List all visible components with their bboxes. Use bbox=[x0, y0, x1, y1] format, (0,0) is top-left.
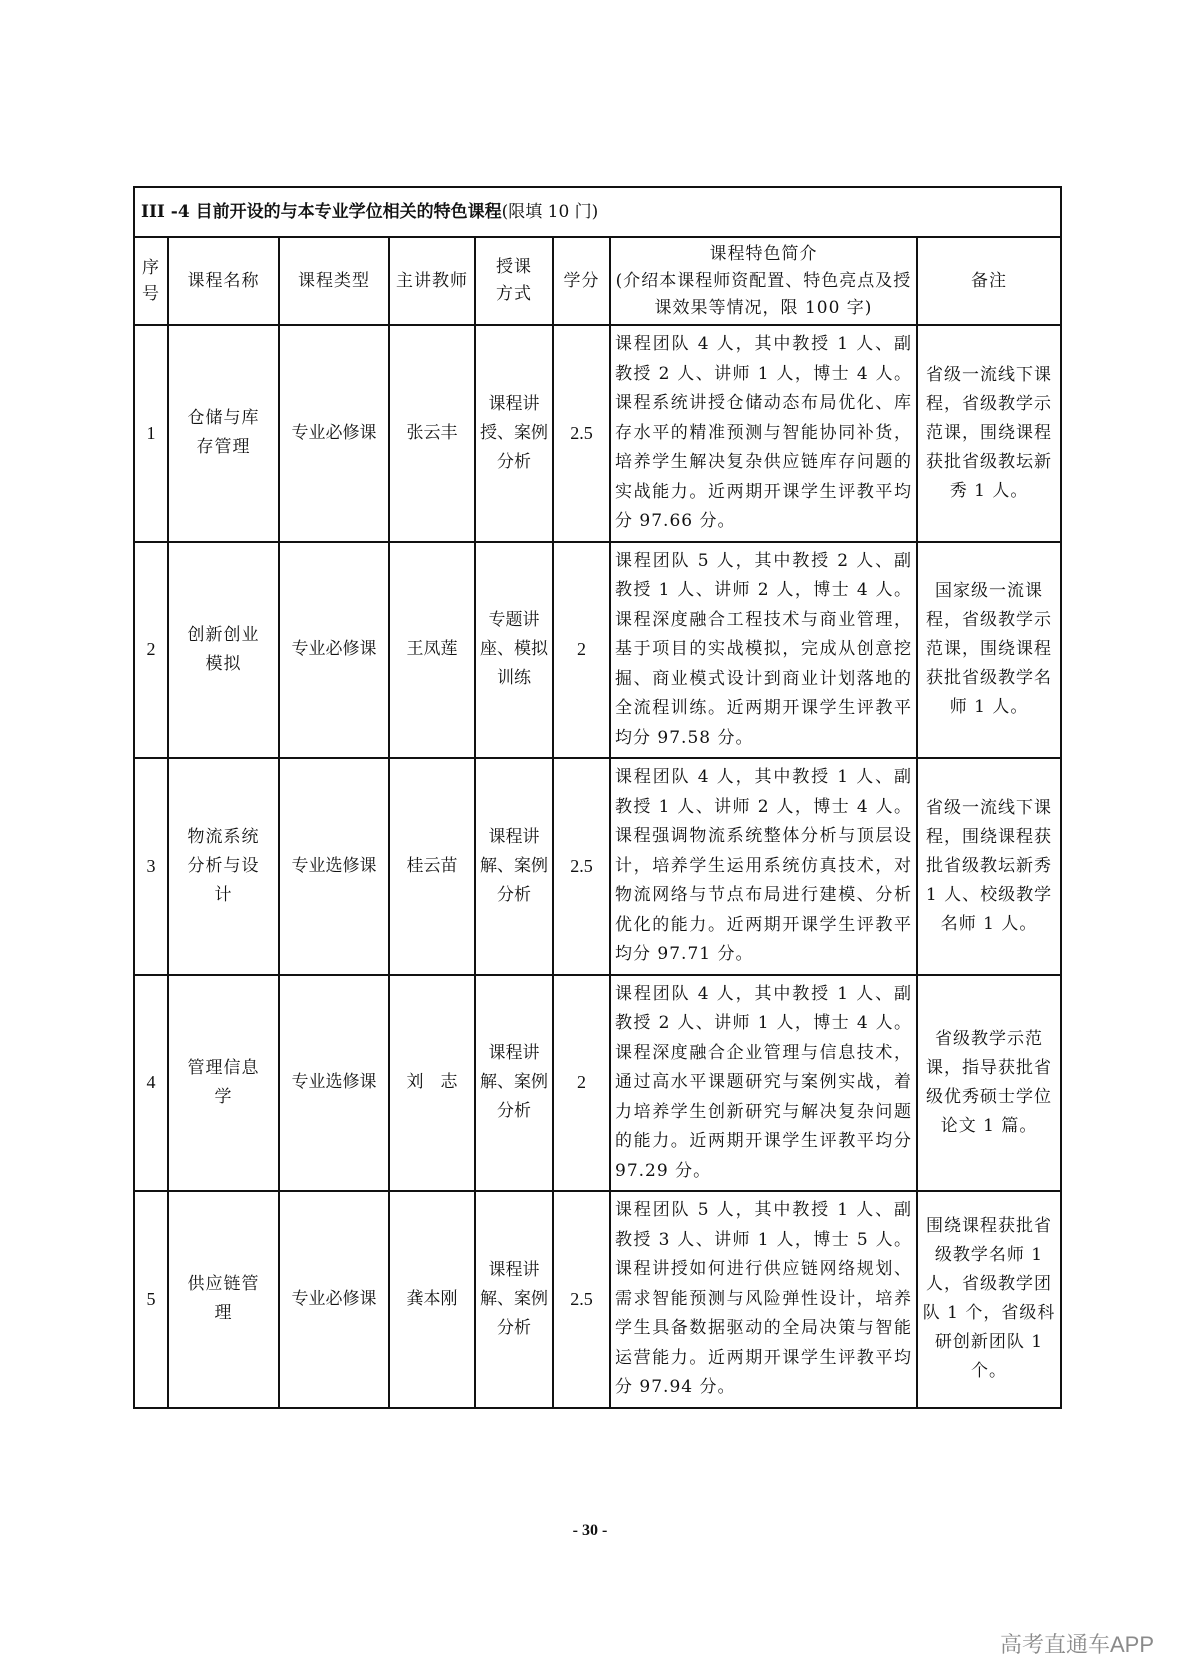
cell-course-name: 仓储与库存管理 bbox=[168, 325, 279, 542]
cell-mode: 专题讲座、模拟训练 bbox=[475, 542, 553, 759]
cell-intro: 课程团队 4 人，其中教授 1 人、副教授 2 人、讲师 1 人，博士 4 人。课程深度融合企业管理与信息技术，通过高水平课题研究与案例实战，着力培养学生创新研究与解决复杂问题的能力。近两期开课学生评教平均分 97.29 分。 bbox=[610, 975, 917, 1192]
col-header-no: 序号 bbox=[134, 237, 168, 325]
cell-mode: 课程讲解、案例分析 bbox=[475, 758, 553, 975]
cell-course-type: 专业选修课 bbox=[279, 758, 389, 975]
cell-teacher: 张云丰 bbox=[389, 325, 475, 542]
cell-intro: 课程团队 4 人，其中教授 1 人、副教授 1 人、讲师 2 人，博士 4 人。课程强调物流系统整体分析与顶层设计，培养学生运用系统仿真技术，对物流网络与节点布局进行建模、分析优化的能力。近两期开课学生评教平均分 97.71 分。 bbox=[610, 758, 917, 975]
cell-credit: 2.5 bbox=[553, 758, 610, 975]
cell-note: 省级教学示范课，指导获批省级优秀硕士学位论文 1 篇。 bbox=[917, 975, 1061, 1192]
cell-note: 国家级一流课程，省级教学示范课，围绕课程获批省级教学名师 1 人。 bbox=[917, 542, 1061, 759]
cell-credit: 2.5 bbox=[553, 1191, 610, 1408]
col-header-credit: 学分 bbox=[553, 237, 610, 325]
cell-course-type: 专业必修课 bbox=[279, 325, 389, 542]
col-header-mode: 授课方式 bbox=[475, 237, 553, 325]
col-header-name: 课程名称 bbox=[168, 237, 279, 325]
cell-course-name: 创新创业模拟 bbox=[168, 542, 279, 759]
cell-no: 4 bbox=[134, 975, 168, 1192]
col-header-intro bbox=[610, 237, 917, 325]
cell-course-type: 专业必修课 bbox=[279, 542, 389, 759]
col-header-type: 课程类型 bbox=[279, 237, 389, 325]
col-header-intro-sub: (介绍本课程师资配置、特色亮点及授课效果等情况，限 100 字) bbox=[615, 270, 912, 318]
table-row bbox=[134, 325, 1061, 542]
cell-credit: 2 bbox=[553, 975, 610, 1192]
featured-courses-table bbox=[133, 186, 1062, 1409]
col-header-teacher: 主讲教师 bbox=[389, 237, 475, 325]
cell-teacher: 桂云苗 bbox=[389, 758, 475, 975]
cell-teacher: 刘 志 bbox=[389, 975, 475, 1192]
table-row bbox=[134, 758, 1061, 975]
cell-no: 2 bbox=[134, 542, 168, 759]
cell-course-name: 物流系统分析与设计 bbox=[168, 758, 279, 975]
cell-course-type: 专业必修课 bbox=[279, 1191, 389, 1408]
table-row bbox=[134, 975, 1061, 1192]
cell-no: 5 bbox=[134, 1191, 168, 1408]
cell-note: 围绕课程获批省级教学名师 1 人，省级教学团队 1 个，省级科研创新团队 1 个。 bbox=[917, 1191, 1061, 1408]
section-code: III -4 bbox=[141, 201, 190, 222]
section-limit: (限填 10 门) bbox=[501, 201, 599, 222]
cell-credit: 2 bbox=[553, 542, 610, 759]
col-header-intro-title: 课程特色简介 bbox=[709, 243, 818, 264]
table-header-row bbox=[134, 237, 1061, 325]
cell-mode: 课程讲解、案例分析 bbox=[475, 1191, 553, 1408]
section-title-text: 目前开设的与本专业学位相关的特色课程 bbox=[195, 201, 502, 222]
cell-teacher: 龚本刚 bbox=[389, 1191, 475, 1408]
cell-course-name: 管理信息学 bbox=[168, 975, 279, 1192]
cell-intro: 课程团队 4 人，其中教授 1 人、副教授 2 人、讲师 1 人，博士 4 人。课程系统讲授仓储动态布局优化、库存水平的精准预测与智能协同补货，培养学生解决复杂供应链库存问题的实战能力。近两期开课学生评教平均分 97.66 分。 bbox=[610, 325, 917, 542]
cell-intro: 课程团队 5 人，其中教授 1 人、副教授 3 人、讲师 1 人，博士 5 人。课程讲授如何进行供应链网络规划、需求智能预测与风险弹性设计，培养学生具备数据驱动的全局决策与智能运营能力。近两期开课学生评教平均分 97.94 分。 bbox=[610, 1191, 917, 1408]
table-row bbox=[134, 542, 1061, 759]
cell-note: 省级一流线下课程，围绕课程获批省级教坛新秀 1 人、校级教学名师 1 人。 bbox=[917, 758, 1061, 975]
cell-no: 3 bbox=[134, 758, 168, 975]
cell-no: 1 bbox=[134, 325, 168, 542]
cell-mode: 课程讲解、案例分析 bbox=[475, 975, 553, 1192]
table-row bbox=[134, 1191, 1061, 1408]
section-title bbox=[134, 187, 1061, 237]
cell-teacher: 王凤莲 bbox=[389, 542, 475, 759]
page-number: - 30 - bbox=[572, 1522, 608, 1539]
cell-note: 省级一流线下课程，省级教学示范课，围绕课程获批省级教坛新秀 1 人。 bbox=[917, 325, 1061, 542]
cell-intro: 课程团队 5 人，其中教授 2 人、副教授 1 人、讲师 2 人，博士 4 人。课程深度融合工程技术与商业管理，基于项目的实战模拟，完成从创意挖掘、商业模式设计到商业计划落地的全流程训练。近两期开课学生评教平均分 97.58 分。 bbox=[610, 542, 917, 759]
course-table-sheet bbox=[133, 186, 1060, 1409]
cell-course-name: 供应链管理 bbox=[168, 1191, 279, 1408]
col-header-note: 备注 bbox=[917, 237, 1061, 325]
cell-mode: 课程讲授、案例分析 bbox=[475, 325, 553, 542]
cell-course-type: 专业选修课 bbox=[279, 975, 389, 1192]
watermark: 高考直通车APP bbox=[999, 1632, 1154, 1657]
cell-credit: 2.5 bbox=[553, 325, 610, 542]
